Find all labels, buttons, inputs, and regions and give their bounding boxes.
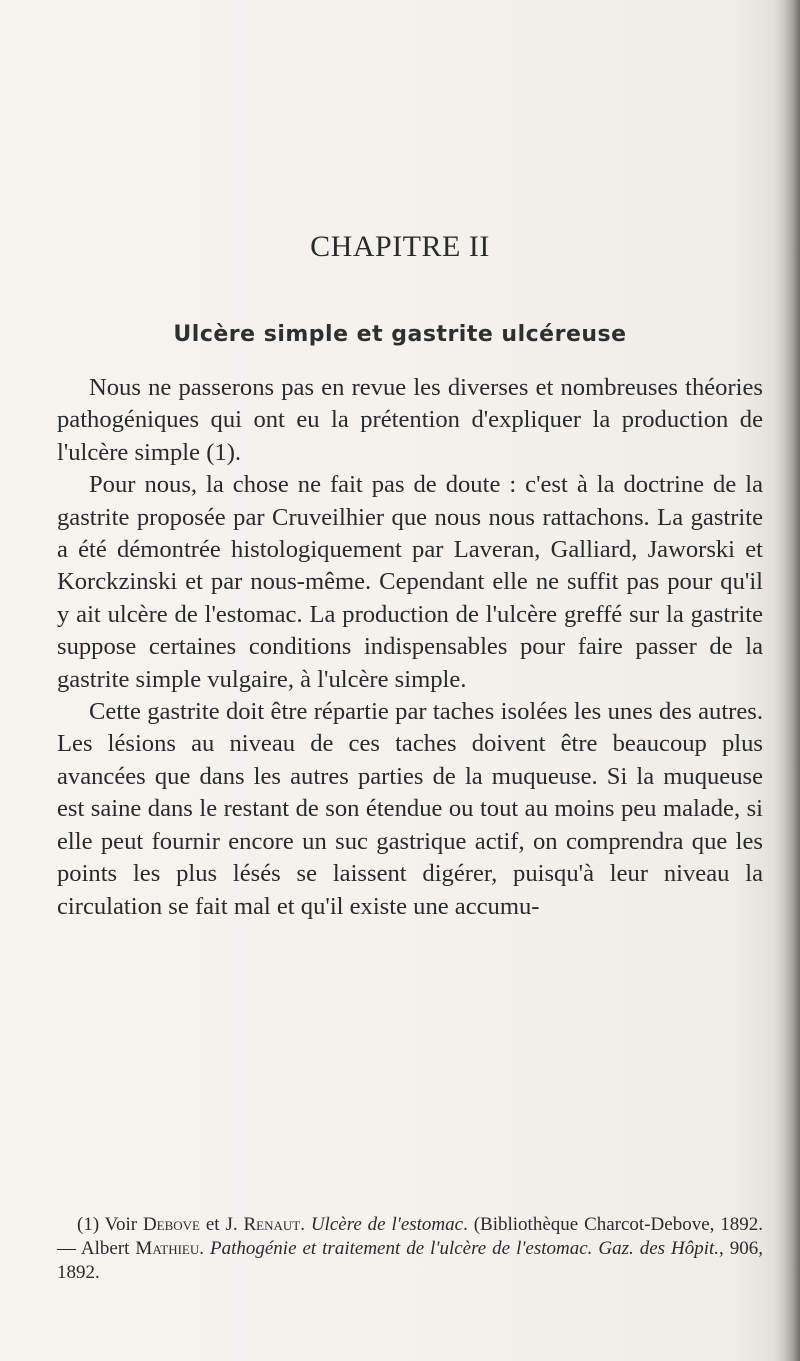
chapter-heading: CHAPITRE II bbox=[310, 230, 490, 263]
footnote-text: , 906, 1892. bbox=[57, 1238, 764, 1283]
body-text bbox=[57, 372, 763, 923]
footnote-text: . bbox=[300, 1214, 311, 1235]
footnote-author: Debove bbox=[142, 1214, 200, 1235]
footnote-author: Renaut bbox=[243, 1214, 301, 1235]
chapter-subtitle: Ulcère simple et gastrite ulcéreuse bbox=[173, 322, 627, 347]
footnote-marker: (1) bbox=[77, 1214, 100, 1235]
paragraph-2: Pour nous, la chose ne fait pas de doute : c'est à la doctrine de la gastrite proposée par Cruveilhier que nous nous rattachons. La gastrite a été démontrée histologiquement par Laveran, Galliard, Jaworski et Korckzinski et par nous-même. Cependant elle ne suffit pas pour qu'il y ait ulcère de l'estomac. La production de l'ulcère greffé sur la gastrite suppose certaines conditions indispensables pour faire passer de la gastrite simple vulgaire, à l'ulcère simple. bbox=[57, 471, 763, 693]
paragraph-1: Nous ne passerons pas en revue les diverses et nombreuses théories pathogéniques qui ont eu la prétention d'expliquer la production de l'ulcère simple (1). bbox=[57, 374, 763, 466]
footnote-text: Voir bbox=[99, 1214, 143, 1235]
footnote-paragraph bbox=[57, 1213, 763, 1285]
footnote-author: Mathieu bbox=[135, 1238, 200, 1259]
footnote-text: . bbox=[199, 1238, 210, 1259]
page-edge-shadow bbox=[774, 0, 800, 1361]
footnote-text: et J. bbox=[200, 1214, 244, 1235]
footnote-text: . (Bibliothèque Charcot-Debove, 1892. — Albert bbox=[57, 1214, 763, 1259]
footnote-work-title: Ulcère de l'estomac bbox=[310, 1214, 464, 1235]
footnote bbox=[57, 1213, 763, 1285]
footnote-work-title: Pathogénie et traitement de l'ulcère de l'estomac. Gaz. des Hôpit. bbox=[209, 1238, 720, 1259]
paragraph-3: Cette gastrite doit être répartie par taches isolées les unes des autres. Les lésions au niveau de ces taches doivent être beaucoup plus avancées que dans les autres parties de la muqueuse. Si la muqueuse est saine dans le restant de son étendue ou tout au moins peu malade, si elle peut fournir encore un suc gastrique actif, on comprendra que les points les plus lésés se laissent digérer, puisqu'à leur niveau la circulation se fait mal et qu'il existe une accumu- bbox=[57, 698, 763, 920]
